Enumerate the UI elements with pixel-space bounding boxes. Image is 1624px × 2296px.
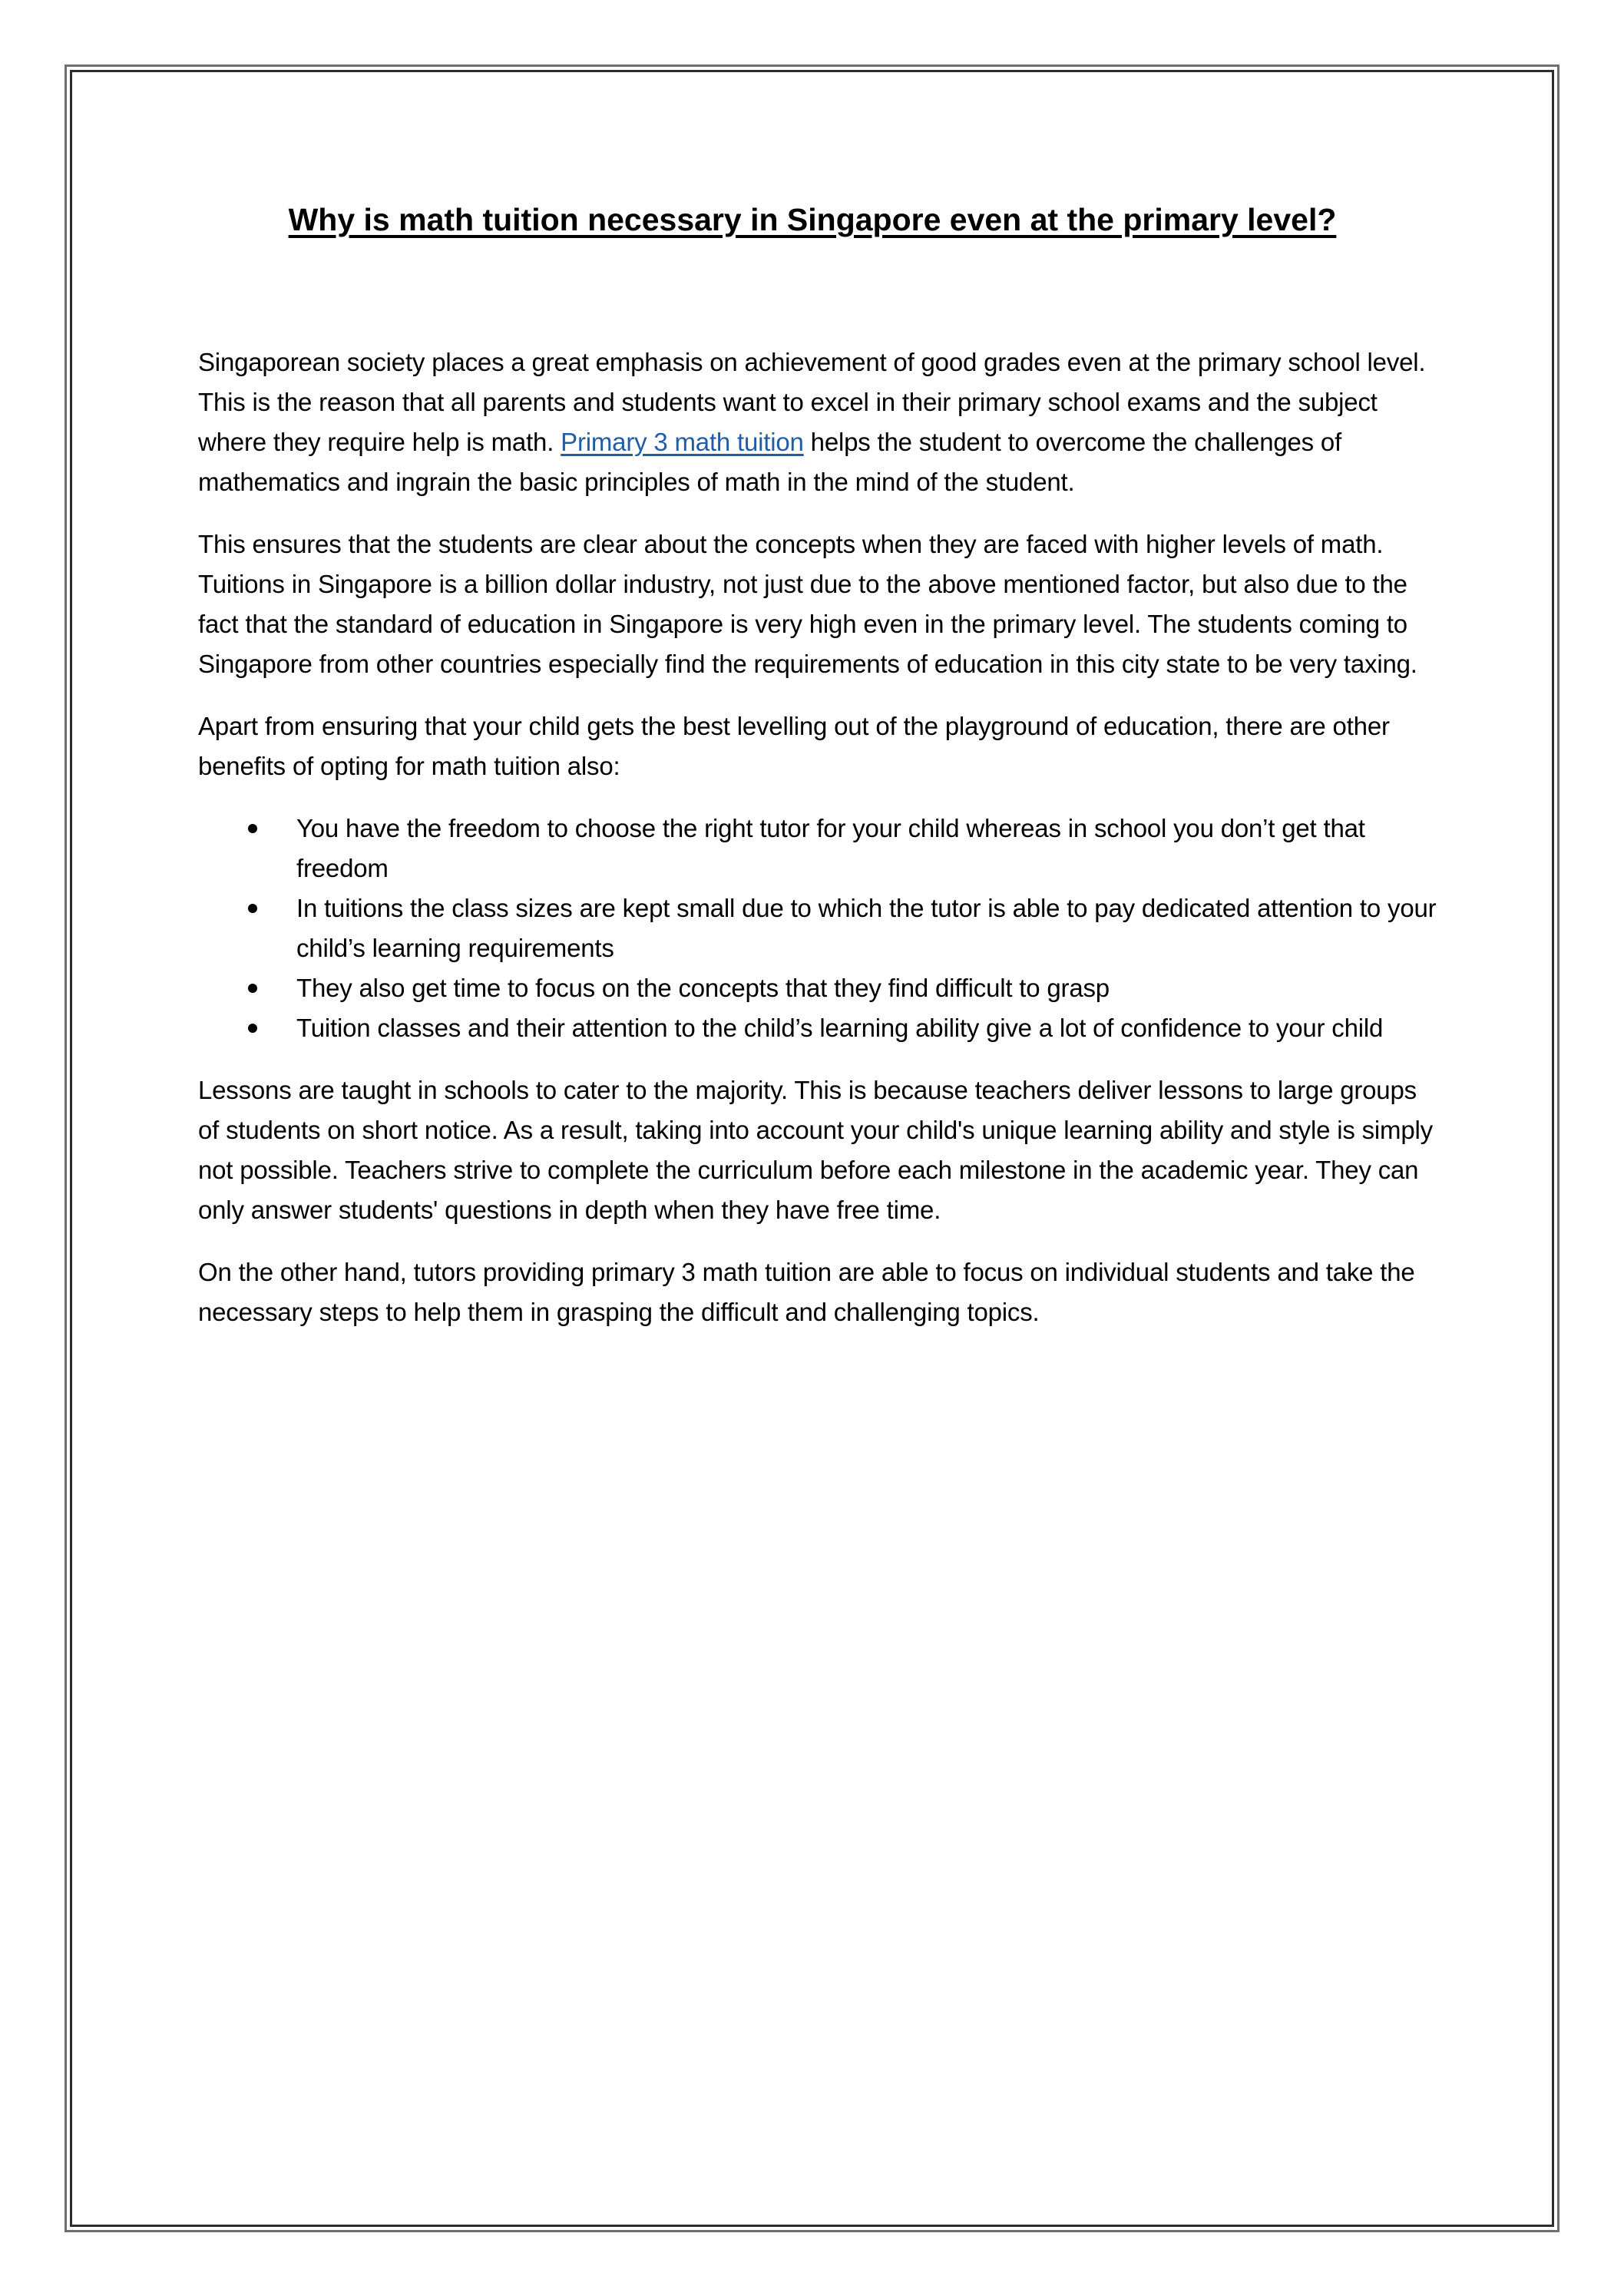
benefits-list [198, 809, 1438, 1048]
paragraph-concepts: This ensures that the students are clear about the concepts when they are faced with higher levels of math. Tuitions in Singapore is a billion dollar industry, not just due to the above mentioned factor, but also due to the fact that the standard of education in Singapore is very high even in the primary level. The students coming to Singapore from other countries especially find the requirements of education in this city state to be very taxing. [198, 530, 1417, 678]
primary-3-math-tuition-link[interactable]: Primary 3 math tuition [561, 428, 804, 456]
benefit-item-focus: They also get time to focus on the concepts that they find difficult to grasp [296, 968, 1438, 1008]
benefit-item-confidence: Tuition classes and their attention to the child’s learning ability give a lot of confidence to your child [296, 1008, 1438, 1048]
document-title: Why is math tuition necessary in Singapore even at the primary level? [288, 202, 1337, 237]
paragraph-benefits-intro: Apart from ensuring that your child gets the best levelling out of the playground of education, there are other benefits of opting for math tuition also: [198, 712, 1390, 780]
benefit-item-class-size: In tuitions the class sizes are kept small due to which the tutor is able to pay dedicated attention to your child’s learning requirements [296, 888, 1438, 968]
benefit-item-freedom: You have the freedom to choose the right tutor for your child whereas in school you don’t get that freedom [296, 809, 1438, 888]
paragraph-intro [198, 342, 1438, 502]
paragraph-schools: Lessons are taught in schools to cater to the majority. This is because teachers deliver lessons to large groups of students on short notice. As a result, taking into account your child's unique learning ability and style is simply not possible. Teachers strive to complete the curriculum before each milestone in the academic year. They can only answer students' questions in depth when they have free time. [198, 1076, 1433, 1224]
paragraph-intro-text-end: helps the student to overcome the challenges of mathematics and ingrain the basic principles of math in the mind of the student. [198, 428, 1342, 496]
paragraph-tutors: On the other hand, tutors providing primary 3 math tuition are able to focus on individual students and take the necessary steps to help them in grasping the difficult and challenging topics. [198, 1258, 1415, 1326]
document-body [198, 342, 1438, 1355]
paragraph-intro-text-start: Singaporean society places a great emphasis on achievement of good grades even at the primary school level. This is the reason that all parents and students want to excel in their primary school exams and the subject where they require help is math. [198, 348, 1426, 456]
